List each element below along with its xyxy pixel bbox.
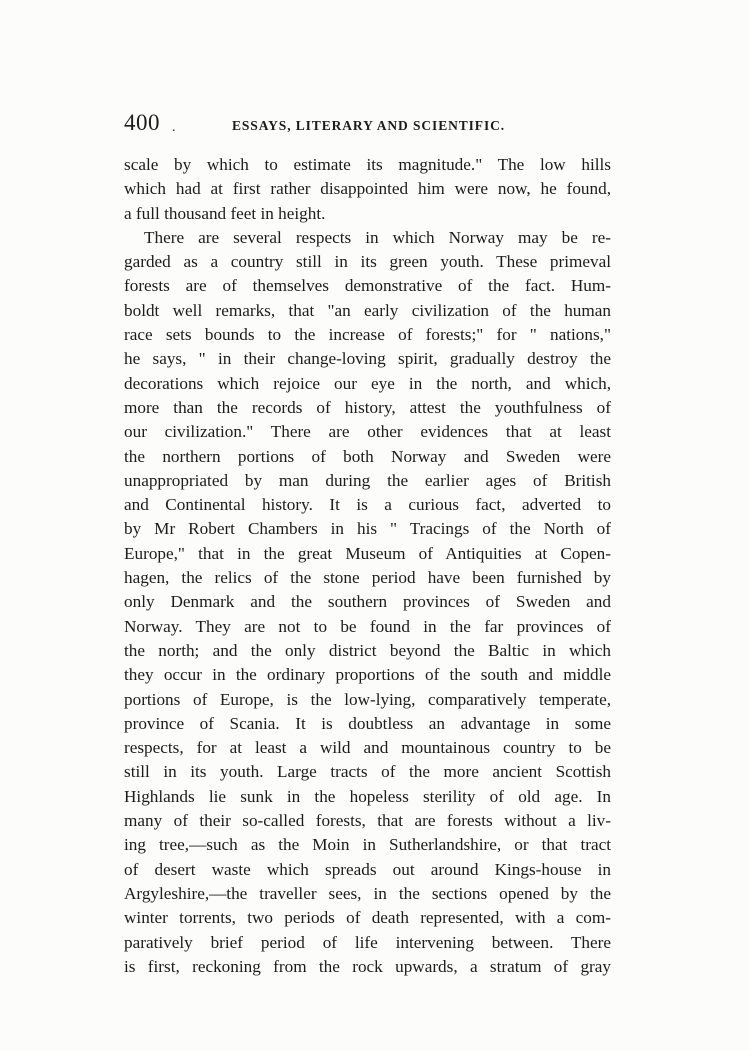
- text-line: Europe," that in the great Museum of Antiquities at Copen-: [124, 543, 611, 563]
- text-line: boldt well remarks, that "an early civilization of the human: [124, 300, 611, 320]
- text-line: by Mr Robert Chambers in his " Tracings of the North of: [124, 519, 611, 539]
- text-line: There are several respects in which Norway may be re-: [144, 227, 611, 247]
- text-line: he says, " in their change-loving spirit, gradually destroy the: [124, 349, 611, 369]
- text-line: unappropriated by man during the earlier ages of British: [124, 470, 611, 490]
- text-line: forests are of themselves demonstrative of the fact. Hum-: [124, 276, 611, 296]
- text-line: which had at first rather disappointed him were now, he found,: [124, 179, 611, 199]
- text-line: only Denmark and the southern provinces of Sweden and: [124, 592, 611, 612]
- text-line: ing tree,—such as the Moin in Sutherlandshire, or that tract: [124, 835, 611, 855]
- text-line: scale by which to estimate its magnitude." The low hills: [124, 155, 611, 174]
- text-line: they occur in the ordinary proportions of the south and middle: [124, 665, 611, 685]
- text-line: paratively brief period of life intervening between. There: [124, 932, 611, 952]
- text-line: province of Scania. It is doubtless an advantage in some: [124, 713, 611, 733]
- text-line: hagen, the relics of the stone period have been furnished by: [124, 568, 611, 588]
- text-line: portions of Europe, is the low-lying, comparatively temperate,: [124, 689, 611, 709]
- text-line: more than the records of history, attest the youthfulness of: [124, 397, 611, 417]
- running-head: [124, 110, 624, 140]
- text-line: the northern portions of both Norway and Sweden were: [124, 446, 611, 466]
- text-line: Highlands lie sunk in the hopeless sterility of old age. In: [124, 786, 611, 806]
- text-line: and Continental history. It is a curious fact, adverted to: [124, 495, 611, 515]
- text-line: a full thousand feet in height.: [124, 203, 326, 223]
- running-title: ESSAYS, LITERARY AND SCIENTIFIC.: [232, 118, 506, 133]
- text-line: our civilization." There are other evidences that at least: [124, 422, 611, 442]
- text-line: Argyleshire,—the traveller sees, in the sections opened by the: [124, 883, 611, 903]
- text-line: race sets bounds to the increase of forests;" for " nations,": [124, 325, 611, 345]
- text-line: is first, reckoning from the rock upwards, a stratum of gray: [124, 956, 611, 976]
- text-line: of desert waste which spreads out around Kings-house in: [124, 859, 611, 879]
- body-text: [124, 153, 611, 979]
- page-number: 400: [124, 110, 160, 135]
- text-line: winter torrents, two periods of death represented, with a com-: [124, 908, 611, 928]
- text-line: still in its youth. Large tracts of the more ancient Scottish: [124, 762, 611, 782]
- text-line: respects, for at least a wild and mountainous country to be: [124, 738, 611, 758]
- text-line: garded as a country still in its green youth. These primeval: [124, 252, 611, 272]
- text-line: decorations which rejoice our eye in the north, and which,: [124, 373, 611, 393]
- text-line: the north; and the only district beyond the Baltic in which: [124, 640, 611, 660]
- header-mark: .: [172, 120, 176, 135]
- text-line: Norway. They are not to be found in the far provinces of: [124, 616, 611, 636]
- text-line: many of their so-called forests, that are forests without a liv-: [124, 811, 611, 831]
